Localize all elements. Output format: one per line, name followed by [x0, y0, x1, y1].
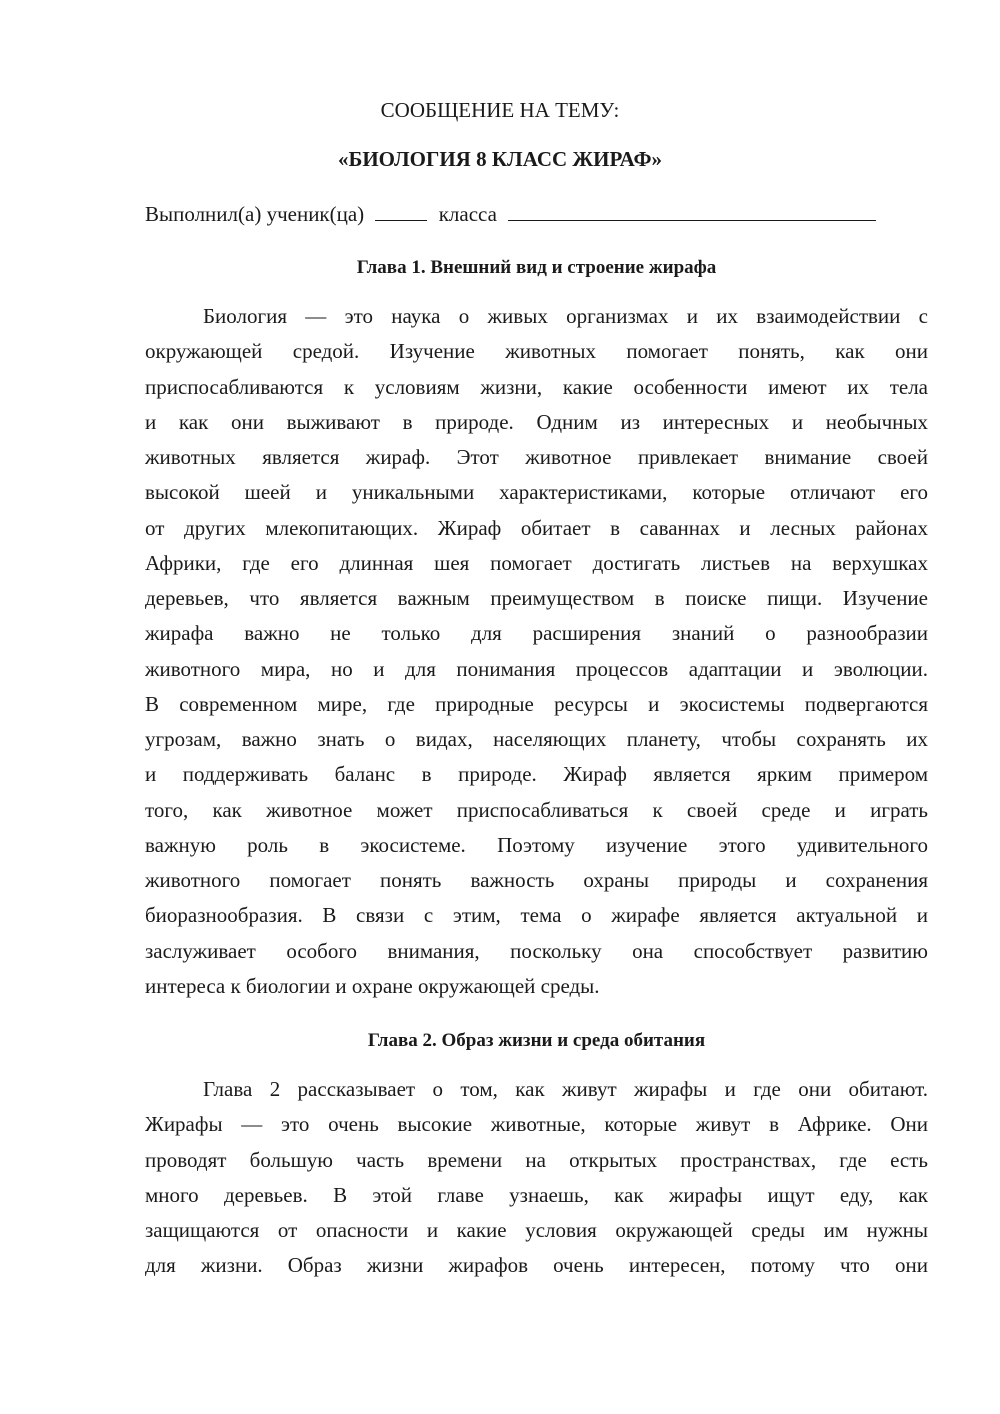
text-line: биоразнообразия. В связи с этим, тема о жирафе является актуальной и: [145, 903, 928, 928]
text-line: жирафа важно не только для расширения знаний о разнообразии: [145, 621, 928, 646]
text-line: высокой шеей и уникальными характеристиками, которые отличают его: [145, 480, 928, 505]
text-line: животного помогает понять важность охраны природы и сохранения: [145, 868, 928, 892]
text-line: того, как животное может приспосабливаться к своей среде и играть: [145, 797, 928, 822]
chapter-1-title: Глава 1. Внешний вид и строение жирафа: [356, 257, 717, 278]
chapter-2-paragraph: [145, 1072, 928, 1284]
author-line: [145, 198, 876, 229]
chapter-2-title: Глава 2. Образ жизни и среда обитания: [367, 1030, 706, 1051]
text-line: проводят большую часть времени на открытых пространствах, где есть: [145, 1147, 928, 1172]
text-line: Жирафы — это очень высокие животные, которые живут в Африке. Они: [145, 1112, 928, 1137]
text-line: Биология — это наука о живых организмах и их взаимодействии с: [203, 304, 928, 328]
text-line: В современном мире, где природные ресурсы и экосистемы подвергаются: [145, 691, 928, 716]
text-line: интереса к биологии и охране окружающей среды.: [145, 973, 600, 998]
text-line: угрозам, важно знать о видах, населяющих планету, чтобы сохранять их: [145, 727, 928, 751]
class-label: класса: [438, 202, 497, 226]
text-line: и поддерживать баланс в природе. Жираф является ярким примером: [145, 762, 928, 787]
text-line: и как они выживают в природе. Одним из интересных и необычных: [145, 409, 928, 434]
text-line: Африки, где его длинная шея помогает достигать листьев на верхушках: [145, 550, 928, 575]
text-line: для жизни. Образ жизни жирафов очень интересен, потому что они: [145, 1253, 928, 1278]
text-line: заслуживает особого внимания, поскольку она способствует развитию: [145, 938, 928, 963]
text-line: защищаются от опасности и какие условия окружающей среды им нужны: [145, 1218, 928, 1242]
grade-blank-field: [375, 198, 427, 221]
chapter-1-paragraph: [145, 299, 928, 1004]
document-heading: СООБЩЕНИЕ НА ТЕМУ:: [380, 98, 620, 122]
text-line: от других млекопитающих. Жираф обитает в саваннах и лесных районах: [145, 515, 928, 540]
text-line: приспосабливаются к условиям жизни, какие особенности имеют их тела: [145, 374, 928, 399]
author-label: Выполнил(а) ученик(ца): [145, 202, 365, 226]
text-line: животного мира, но и для понимания процессов адаптации и эволюции.: [145, 656, 928, 681]
text-line: Глава 2 рассказывает о том, как живут жирафы и где они обитают.: [203, 1077, 928, 1101]
text-line: деревьев, что является важным преимуществом в поиске пищи. Изучение: [145, 586, 928, 610]
text-line: животных является жираф. Этот животное привлекает внимание своей: [145, 445, 928, 469]
text-line: много деревьев. В этой главе узнаешь, как жирафы ищут еду, как: [145, 1182, 928, 1207]
text-line: окружающей средой. Изучение животных помогает понять, как они: [145, 339, 928, 364]
document-topic-title: «БИОЛОГИЯ 8 КЛАСС ЖИРАФ»: [337, 147, 663, 171]
student-name-blank-field: [508, 198, 876, 221]
text-line: важную роль в экосистеме. Поэтому изучение этого удивительного: [145, 832, 928, 857]
